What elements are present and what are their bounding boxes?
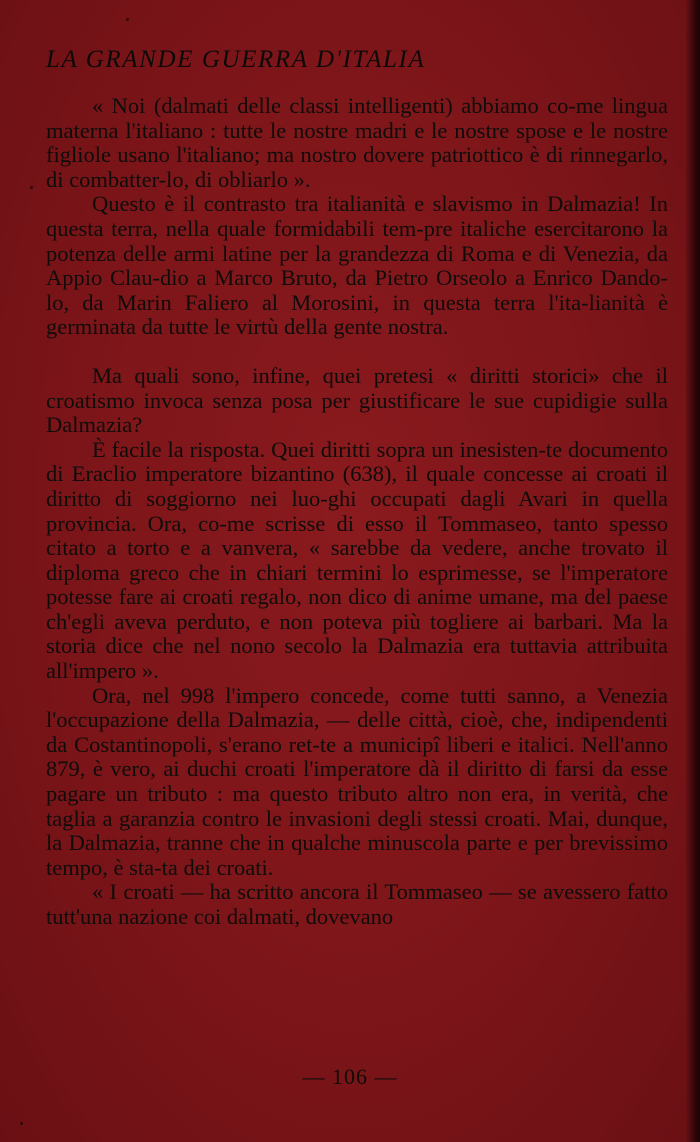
paragraph-3: Ma quali sono, infine, quei pretesi « diritti storici» che il croatismo invoca senza posa per giustificare le sue cupidigie sulla Dalmazia? (46, 362, 668, 438)
page-number: — 106 — (302, 1064, 398, 1089)
paragraph-2: Questo è il contrasto tra italianità e slavismo in Dalmazia! In questa terra, nella quale formidabili tem-pre italiche esercitarono la potenza delle armi latine per la grandezza di Roma e di Venezia, da Appio Clau-dio a Marco Bruto, da Pietro Orseolo a Enrico Dando-lo, da Marin Faliero al Morosini, in questa terra l'ita-lianità è germinata da tutte le virtù della gente nostra. (46, 191, 668, 340)
ink-speck (30, 186, 33, 189)
ink-speck (20, 1122, 23, 1125)
running-title: LA GRANDE GUERRA D'ITALIA (46, 46, 426, 73)
page-edge-shadow (686, 0, 700, 1142)
paragraph-4: È facile la risposta. Quei diritti sopra un inesisten-te documento di Eraclio imperatore bizantino (638), il quale concesse ai croati il diritto di soggiorno nei luo-ghi occupati dagli Avari in quella provincia. Ora, co-me scrisse di esso il Tommaseo, tanto spesso citato a torto e a vanvera, « sarebbe da vedere, anche trovato il diploma greco che in chiari termini lo esprimesse, se l'imperatore potesse fare ai croati regalo, non dico di anime umane, ma del paese ch'egli aveva perduto, e non poteva più togliere ai barbari. Ma la storia dice che nel nono secolo la Dalmazia era tuttavia attribuita all'impero ». (46, 436, 668, 684)
body-text (46, 94, 668, 930)
paragraph-5: Ora, nel 998 l'impero concede, come tutti sanno, a Venezia l'occupazione della Dalmazia, — delle città, cioè, che, indipendenti da Costantinopoli, s'erano ret-te a municipî liberi e italici. Nell'anno 879, è vero, ai duchi croati l'imperatore dà il diritto di farsi da esse pagare un tributo : ma questo tributo altro non era, in verità, che taglia a garanzia contro le invasioni degli stessi croati. Mai, dunque, la Dalmazia, tranne che in qualche minuscola parte e per brevissimo tempo, è sta-ta dei croati. (46, 682, 668, 880)
ink-speck (126, 18, 129, 21)
paragraph-6: « I croati — ha scritto ancora il Tommaseo — se avessero fatto tutt'una nazione coi dalmati, dovevano (46, 879, 668, 929)
paragraph-1: « Noi (dalmati delle classi intelligenti) abbiamo co-me lingua materna l'italiano : tutte le nostre madri e le nostre spose e le nostre figliole usano l'italiano; ma nostro dovere patriottico è di rinnegarlo, di combatter-lo, di obliarlo ». (46, 93, 668, 192)
